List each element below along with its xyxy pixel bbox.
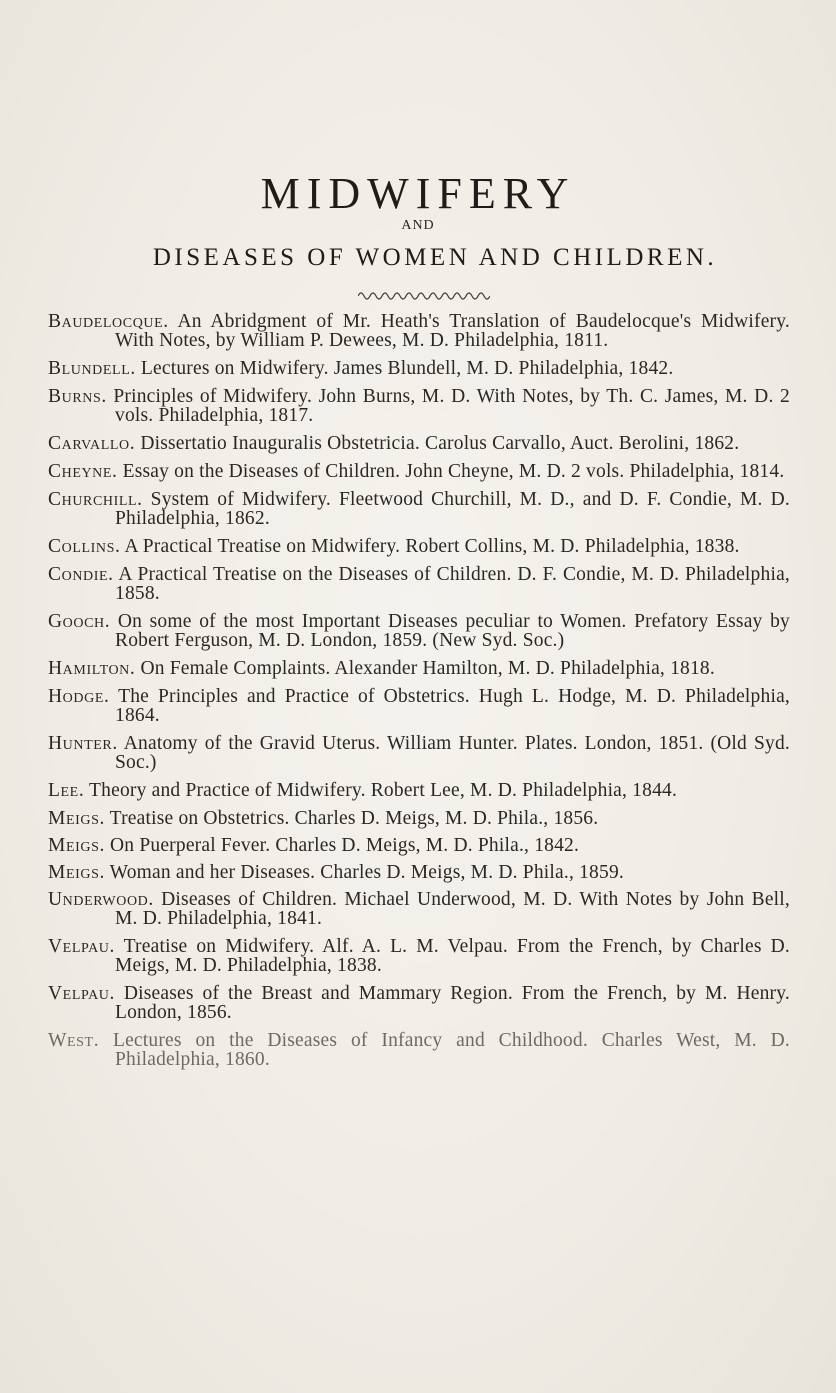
entry-author: Collins. [48, 536, 121, 557]
entry-author: Velpau. [48, 936, 115, 957]
entry-author: Hodge. [48, 686, 110, 707]
entry-author: Churchill. [48, 489, 143, 510]
entry-text: Principles of Midwifery. John Burns, M. D. With Notes, by Th. C. James, M. D. 2 vols. Philadelphia, 1817. [113, 386, 790, 426]
entry-author: Condie. [48, 564, 114, 585]
wavy-ornament-icon [358, 288, 490, 300]
entry-text: A Practical Treatise on Midwifery. Robert Collins, M. D. Philadelphia, 1838. [124, 536, 740, 557]
entry-author: Underwood. [48, 889, 154, 910]
list-item [48, 890, 790, 928]
entry-author: Meigs. [48, 862, 105, 883]
list-item [48, 490, 790, 528]
entry-text: Theory and Practice of Midwifery. Robert Lee, M. D. Philadelphia, 1844. [89, 780, 678, 801]
entry-text: Anatomy of the Gravid Uterus. William Hunter. Plates. London, 1851. (Old Syd. Soc.) [115, 733, 791, 773]
list-item [48, 659, 790, 678]
entry-author: Meigs. [48, 835, 105, 856]
entry-author: Hunter. [48, 733, 118, 754]
list-item [48, 612, 790, 650]
entry-author: Gooch. [48, 611, 111, 632]
list-item [48, 863, 790, 882]
list-item [48, 312, 790, 350]
page-subtitle: DISEASES OF WOMEN AND CHILDREN. [152, 244, 718, 271]
list-item [48, 937, 790, 975]
entry-text: The Principles and Practice of Obstetrics. Hugh L. Hodge, M. D. Philadelphia, 1864. [115, 686, 790, 726]
entry-author: West. [48, 1030, 100, 1051]
list-item [48, 387, 790, 425]
title-conjunction: AND [401, 218, 435, 233]
list-item [48, 434, 790, 453]
entry-author: Burns. [48, 386, 107, 407]
list-item [48, 565, 790, 603]
entry-text: Diseases of the Breast and Mammary Region. From the French, by M. Henry. London, 1856. [115, 983, 790, 1023]
list-item [48, 687, 790, 725]
entry-text: Essay on the Diseases of Children. John Cheyne, M. D. 2 vols. Philadelphia, 1814. [122, 461, 785, 482]
list-item [48, 734, 790, 772]
entry-text: Treatise on Midwifery. Alf. A. L. M. Velpau. From the French, by Charles D. Meigs, M. D. Philadelphia, 1838. [115, 936, 790, 976]
list-item [48, 1031, 790, 1069]
list-item [48, 984, 790, 1022]
entry-author: Hamilton. [48, 658, 136, 679]
list-item [48, 537, 790, 556]
bibliography-list [48, 312, 790, 1078]
entry-author: Baudelocque. [48, 311, 169, 332]
entry-text: A Practical Treatise on the Diseases of Children. D. F. Condie, M. D. Philadelphia, 1858. [115, 564, 790, 604]
entry-author: Meigs. [48, 808, 105, 829]
entry-text: Treatise on Obstetrics. Charles D. Meigs, M. D. Phila., 1856. [109, 808, 599, 829]
entry-text: Diseases of Children. Michael Underwood, M. D. With Notes by John Bell, M. D. Philadelphia, 1841. [115, 889, 790, 929]
list-item [48, 781, 790, 800]
list-item [48, 836, 790, 855]
list-item [48, 359, 790, 378]
entry-text: On Puerperal Fever. Charles D. Meigs, M. D. Phila., 1842. [110, 835, 580, 856]
entry-author: Carvallo. [48, 433, 136, 454]
entry-text: Woman and her Diseases. Charles D. Meigs, M. D. Phila., 1859. [109, 862, 624, 883]
entry-author: Velpau. [48, 983, 115, 1004]
entry-text: Lectures on the Diseases of Infancy and Childhood. Charles West, M. D. Philadelphia, 1860. [112, 1030, 791, 1070]
entry-text: On some of the most Important Diseases peculiar to Women. Prefatory Essay by Robert Ferguson, M. D. London, 1859. (New Syd. Soc.) [115, 611, 790, 651]
entry-author: Cheyne. [48, 461, 118, 482]
page-title: MIDWIFERY [260, 169, 576, 218]
entry-text: Lectures on Midwifery. James Blundell, M. D. Philadelphia, 1842. [140, 358, 674, 379]
list-item [48, 462, 790, 481]
entry-text: Dissertatio Inauguralis Obstetricia. Carolus Carvallo, Auct. Berolini, 1862. [140, 433, 740, 454]
list-item [48, 809, 790, 828]
entry-text: An Abridgment of Mr. Heath's Translation of Baudelocque's Midwifery. With Notes, by William P. Dewees, M. D. Philadelphia, 1811. [115, 311, 791, 351]
entry-text: System of Midwifery. Fleetwood Churchill, M. D., and D. F. Condie, M. D. Philadelphia, 1862. [115, 489, 791, 529]
entry-author: Lee. [48, 780, 85, 801]
entry-author: Blundell. [48, 358, 136, 379]
entry-text: On Female Complaints. Alexander Hamilton, M. D. Philadelphia, 1818. [140, 658, 715, 679]
